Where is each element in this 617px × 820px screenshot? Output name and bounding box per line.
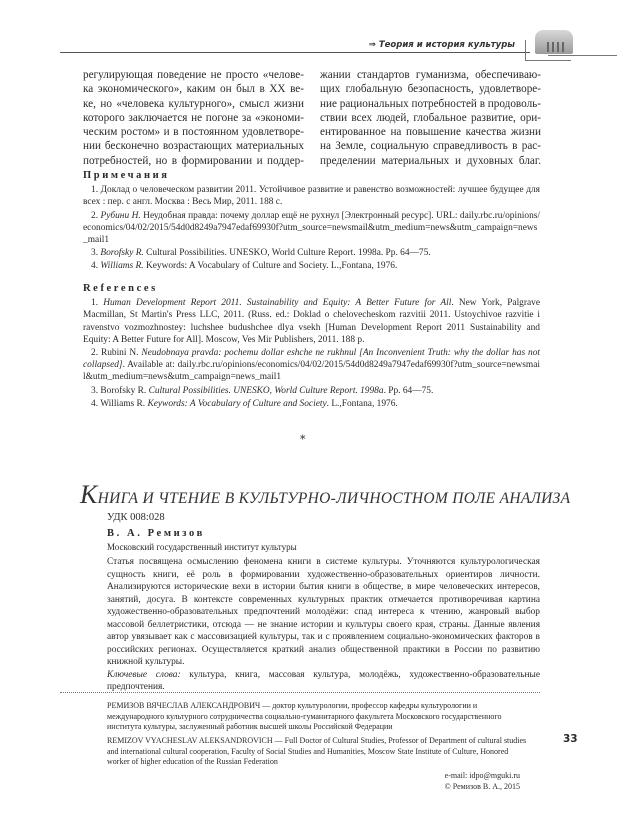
author-contact [445, 771, 520, 792]
note-text: Cultural Possibilities. UNESKO, World Culture Report. 1998a. Pp. 64—75. [143, 248, 431, 259]
column-capital-logo-icon [535, 30, 573, 54]
ref-num: 4. Williams R. [91, 398, 148, 409]
page-number: 33 [563, 733, 578, 745]
udk-code: УДК 008:028 [107, 512, 165, 523]
text-line: ка экономического», каким он был в XX ве- [83, 83, 304, 96]
author-email: e-mail: idpo@mguki.ru [444, 771, 520, 780]
note-num: 2. [91, 210, 101, 221]
ref-text: . Available at: daily.rbc.ru/opinions/economics/04/02/2015/54d0d8249a7947edaf69930f?utm_source=newsmail&utm_medium=news&utm_campaign=news_mail1 [83, 360, 540, 383]
text-line: ке, но «человека культурного», смысл жизни [83, 97, 304, 110]
ref-title: Neudobnaya pravda: pochemu dollar eshche ne rukhnul [An Inconvenient Truth: why the dollar has not collapsed] [83, 348, 540, 371]
reference-item [83, 385, 540, 397]
ref-text: . New York, Palgrave Macmillan, St Martin's Press LLC, 2011. (Russ. ed.: Doklad o chelovecheskom razvitii 2011. Ustoychivoe razvitie i ravenstvo vozmozhnostey: luchshee budushchee dlya vsekh [Human Development Report 2011 Sustainability and Equity: A Better Future for All]. Moscow, Ves Mir Publishers, 2011. 188 p. [83, 298, 540, 345]
ref-title: Cultural Possibilities. UNESKO, World Culture Report. 1998a [148, 385, 384, 396]
note-item [83, 260, 540, 272]
note-author: Рубини Н. [100, 210, 141, 221]
author-bio-en: REMIZOV VYACHESLAV ALEKSANDROVICH — Full Doctor of Cultural Studies, Professor of Department of cultural studies and international cultural cooperation, Faculty of Social Studies and Humanities, Moscow State Institute of Culture, Honored worker of higher education of the Russian Federation [107, 736, 527, 767]
text-line: ствии всех людей, глобальное развитие, ори- [320, 111, 541, 124]
continuation-left-column [83, 68, 304, 168]
note-item [83, 184, 540, 208]
text-line: которого заключается не погоне за «экономи- [83, 111, 304, 124]
abstract [107, 556, 540, 694]
note-num: 4. [91, 261, 101, 272]
ref-title: Human Development Report 2011. Sustainability and Equity: A Better Future for All [103, 298, 452, 309]
dotted-divider [60, 692, 540, 693]
text-line: ние рациональных потребностей в продоволь- [320, 97, 541, 110]
header-rule [60, 52, 530, 53]
reference-item [83, 347, 540, 384]
references-heading: References [83, 283, 158, 294]
note-item [83, 210, 540, 247]
text-line: на Земле, социальную справедливость в рас- [320, 140, 541, 153]
note-author: Williams R. [100, 261, 144, 272]
text-line: потребностей, но в формировании и поддер- [83, 154, 304, 167]
continuation-right-column [320, 68, 541, 168]
ref-text: . L.,Fontana, 1976. [326, 398, 398, 409]
keywords-text: культура, книга, массовая культура, молодёжь, художественно-образовательные предпочтения. [107, 669, 540, 692]
note-num: 3. [91, 248, 101, 259]
keywords [107, 669, 540, 694]
article-author: В. А. Ремизов [107, 528, 205, 539]
abstract-text: Статья посвящена осмыслению феномена книги в системе культуры. Уточняются культурологическая сущность книги, её роль в формировании художественно-образовательных ориентиров личности. Анализируются исторические вехи в истории бытия книги в обществе, в мире человеческих интересов, занятий, досуга. В контексте современных культурных практик отмечается противоречивая картина художественно-образовательных предпочтений молодёжи: спад интереса к чтению, жанровый выбор массовой беллетристики, отсюда — не знание истории и культуры своего края, страны. Данные явления автор увязывает как с массовизацией культуры, так и с проявлением социально-экономических факторов в российских регионах. Осуществляется краткий анализ общественной практики в России по развитию книжной культуры. [107, 557, 540, 667]
header-frame-line [548, 55, 617, 56]
note-item [83, 247, 540, 259]
notes-heading: Примечания [83, 170, 170, 181]
ref-text: . Pp. 64—75. [383, 385, 434, 396]
text-line: ентированное на повышение качества жизни [320, 126, 541, 139]
running-header: ⇒ Теория и история культуры [368, 40, 515, 50]
author-institution: Московский государственный институт культуры [107, 542, 297, 552]
text-line: щих глобальную безопасность, удовлетворе- [320, 83, 541, 96]
note-author: Borofsky R. [100, 248, 144, 259]
text-line: ческим ростом» и в постоянном удовлетворе- [83, 126, 304, 139]
ref-num: 1. [91, 298, 104, 309]
note-text: 1. Доклад о человеческом развитии 2011. Устойчивое развитие и равенство возможностей: лучшее будущее для всех : пер. с англ. Москва : Весь Мир, 2011. 188 с. [83, 185, 540, 208]
copyright: © Ремизов В. А., 2015 [444, 781, 520, 791]
note-text: Неудобная правда: почему доллар ещё не рухнул [Электронный ресурс]. URL: daily.rbc.ru/opinions/economics/04/02/2015/54d0d8249a7947edaf69930f?utm_source=newsmail&utm_medium=news&utm_campaign=news_mail1 [83, 210, 541, 246]
ref-num: 3. Borofsky R. [91, 385, 149, 396]
notes-section [83, 170, 540, 274]
section-separator: * [300, 433, 306, 446]
article-title [80, 480, 570, 510]
note-text: Keywords: A Vocabulary of Culture and Society. L.,Fontana, 1976. [143, 261, 398, 272]
text-line: пределении материальных и духовных благ. [320, 154, 541, 167]
text-line: жании стандартов гуманизма, обеспечиваю- [320, 69, 541, 81]
ref-title: Keywords: A Vocabulary of Culture and Society [147, 398, 327, 409]
ref-num: 2. Rubini N. [91, 348, 142, 359]
title-initial: К [80, 480, 98, 509]
reference-item [83, 398, 540, 410]
author-bio-ru: РЕМИЗОВ ВЯЧЕСЛАВ АЛЕКСАНДРОВИЧ — доктор культурологии, профессор кафедры культурологии и международного культурного сотрудничества социально-гуманитарного факультета Московского государственного института культуры, заслуженный работник высшей школы Российской Федерации [107, 701, 502, 732]
text-line: регулирующая поведение не просто «челове- [83, 69, 304, 81]
references-section [83, 283, 540, 411]
text-line: нии бесконечно возрастающих материальных [83, 140, 304, 153]
keywords-label: Ключевые слова: [107, 669, 181, 680]
title-rest: НИГА И ЧТЕНИЕ В КУЛЬТУРНО-ЛИЧНОСТНОМ ПОЛЕ АНАЛИЗА [97, 490, 571, 507]
reference-item [83, 297, 540, 346]
